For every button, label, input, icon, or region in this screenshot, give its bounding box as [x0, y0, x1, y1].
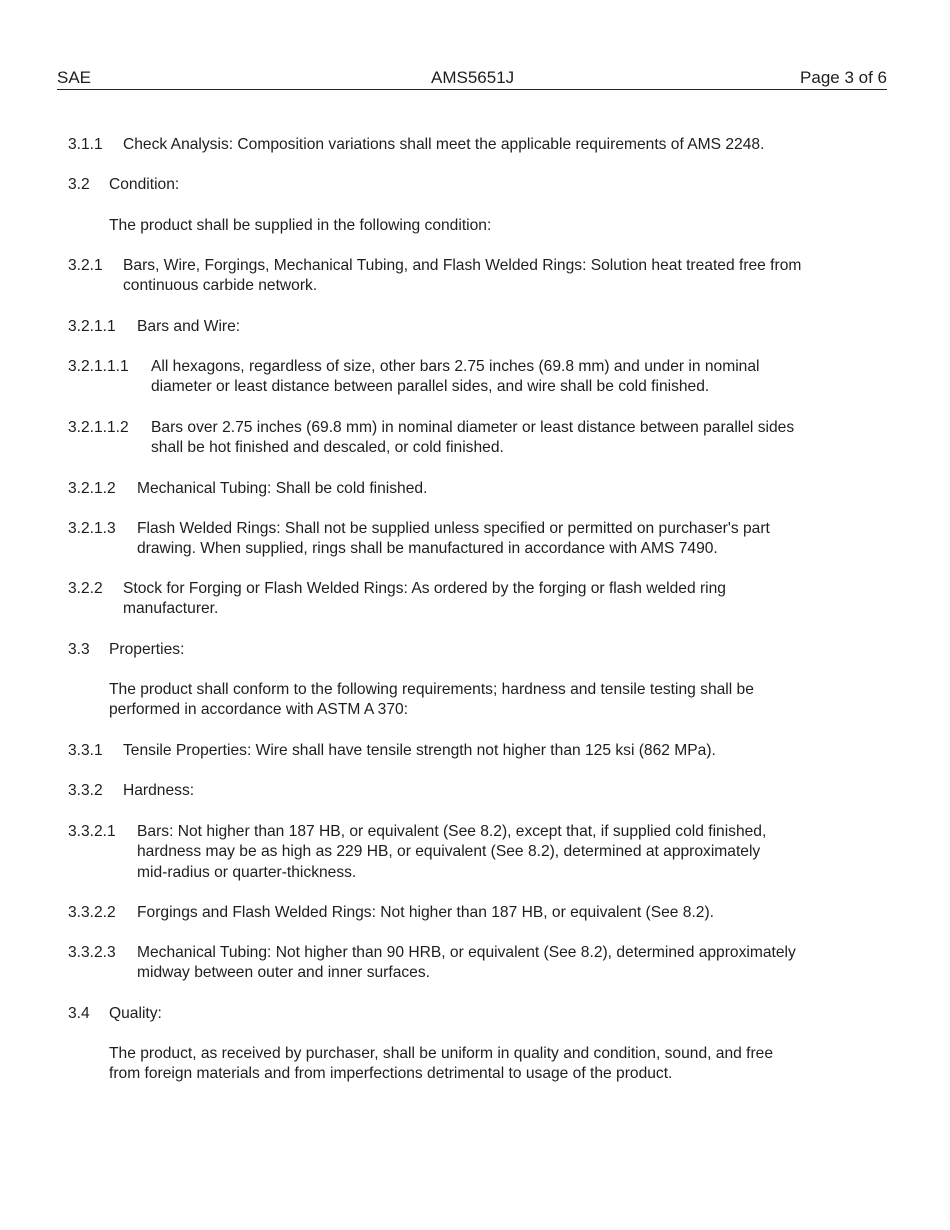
paragraph-line: Stock for Forging or Flash Welded Rings: As ordered by the forging or flash welded ring	[123, 580, 726, 597]
paragraph-line: Check Analysis: Composition variations shall meet the applicable requirements of AMS 2248.	[123, 136, 765, 153]
paragraph-3-4-body	[109, 1044, 773, 1085]
paragraph-3-3-body	[109, 680, 754, 721]
paragraph-line: shall be hot finished and descaled, or cold finished.	[151, 439, 504, 457]
heading-3-4	[68, 1004, 162, 1024]
heading-3-2	[68, 175, 179, 195]
paragraph-number: 3.2.1.1.2	[68, 419, 129, 436]
paragraph-number: 3.4	[68, 1005, 90, 1022]
paragraph-line: Quality:	[109, 1005, 162, 1022]
header-organization: SAE	[57, 68, 92, 87]
paragraph-line: All hexagons, regardless of size, other bars 2.75 inches (69.8 mm) and under in nominal	[151, 358, 760, 375]
heading-3-2-1-1	[68, 317, 240, 337]
heading-3-3-2	[68, 781, 194, 801]
paragraph-line: mid-radius or quarter-thickness.	[137, 863, 357, 881]
paragraph-line: The product shall conform to the following requirements; hardness and tensile testing shall be	[109, 681, 754, 698]
paragraph-number: 3.2.2	[68, 580, 103, 597]
paragraph-line: Mechanical Tubing: Shall be cold finished.	[137, 480, 428, 497]
paragraph-line: Bars and Wire:	[137, 318, 241, 335]
paragraph-number: 3.3.2	[68, 782, 103, 799]
paragraph-line: drawing. When supplied, rings shall be manufactured in accordance with AMS 7490.	[137, 540, 718, 558]
page-header	[57, 68, 887, 90]
paragraph-number: 3.2.1	[68, 257, 103, 274]
paragraph-line: Condition:	[109, 176, 180, 193]
paragraph-3-2-1-2	[68, 479, 427, 499]
paragraph-number: 3.3.2.3	[68, 944, 116, 961]
paragraph-3-3-2-2	[68, 903, 714, 923]
heading-3-3	[68, 640, 184, 660]
paragraph-number: 3.2.1.2	[68, 480, 116, 497]
header-page-number: Page 3 of 6	[800, 68, 887, 87]
paragraph-3-3-2-3	[68, 943, 796, 984]
paragraph-line: The product, as received by purchaser, shall be uniform in quality and condition, sound, and free	[109, 1045, 773, 1062]
paragraph-number: 3.3.1	[68, 742, 103, 759]
paragraph-line: Flash Welded Rings: Shall not be supplied unless specified or permitted on purchaser's part	[137, 520, 770, 537]
paragraph-line: manufacturer.	[123, 600, 219, 618]
paragraph-line: midway between outer and inner surfaces.	[137, 964, 430, 982]
paragraph-number: 3.2.1.1	[68, 318, 116, 335]
paragraph-line: hardness may be as high as 229 HB, or equivalent (See 8.2), determined at approximately	[137, 843, 761, 861]
paragraph-number: 3.2.1.3	[68, 520, 116, 537]
paragraph-3-2-body	[109, 216, 491, 236]
paragraph-line: Hardness:	[123, 782, 195, 799]
paragraph-3-2-1-1-2	[68, 418, 794, 459]
paragraph-line: continuous carbide network.	[123, 277, 318, 295]
paragraph-line: Bars over 2.75 inches (69.8 mm) in nominal diameter or least distance between parallel sides	[151, 419, 795, 436]
paragraph-3-2-2	[68, 579, 726, 620]
paragraph-line: Bars, Wire, Forgings, Mechanical Tubing, and Flash Welded Rings: Solution heat treated free from	[123, 257, 802, 274]
paragraph-line: Forgings and Flash Welded Rings: Not higher than 187 HB, or equivalent (See 8.2).	[137, 904, 715, 921]
paragraph-number: 3.3.2.1	[68, 823, 116, 840]
paragraph-line: Properties:	[109, 641, 185, 658]
paragraph-3-2-1	[68, 256, 801, 297]
paragraph-number: 3.3	[68, 641, 90, 658]
paragraph-line: from foreign materials and from imperfections detrimental to usage of the product.	[109, 1065, 673, 1083]
paragraph-line: Mechanical Tubing: Not higher than 90 HRB, or equivalent (See 8.2), determined approximately	[137, 944, 796, 961]
paragraph-3-3-2-1	[68, 822, 766, 883]
paragraph-3-3-1	[68, 741, 716, 761]
paragraph-line: The product shall be supplied in the following condition:	[109, 217, 492, 234]
paragraph-3-2-1-1-1	[68, 357, 759, 398]
paragraph-line: Bars: Not higher than 187 HB, or equivalent (See 8.2), except that, if supplied cold finished,	[137, 823, 767, 840]
paragraph-number: 3.3.2.2	[68, 904, 116, 921]
paragraph-number: 3.2	[68, 176, 90, 193]
paragraph-line: diameter or least distance between parallel sides, and wire shall be cold finished.	[151, 378, 710, 396]
paragraph-number: 3.2.1.1.1	[68, 358, 129, 375]
paragraph-line: performed in accordance with ASTM A 370:	[109, 701, 409, 719]
paragraph-line: Tensile Properties: Wire shall have tensile strength not higher than 125 ksi (862 MPa).	[123, 742, 716, 759]
paragraph-3-2-1-3	[68, 519, 770, 560]
header-document-id: AMS5651J	[431, 68, 515, 87]
paragraph-3-1-1	[68, 135, 764, 155]
paragraph-number: 3.1.1	[68, 136, 103, 153]
